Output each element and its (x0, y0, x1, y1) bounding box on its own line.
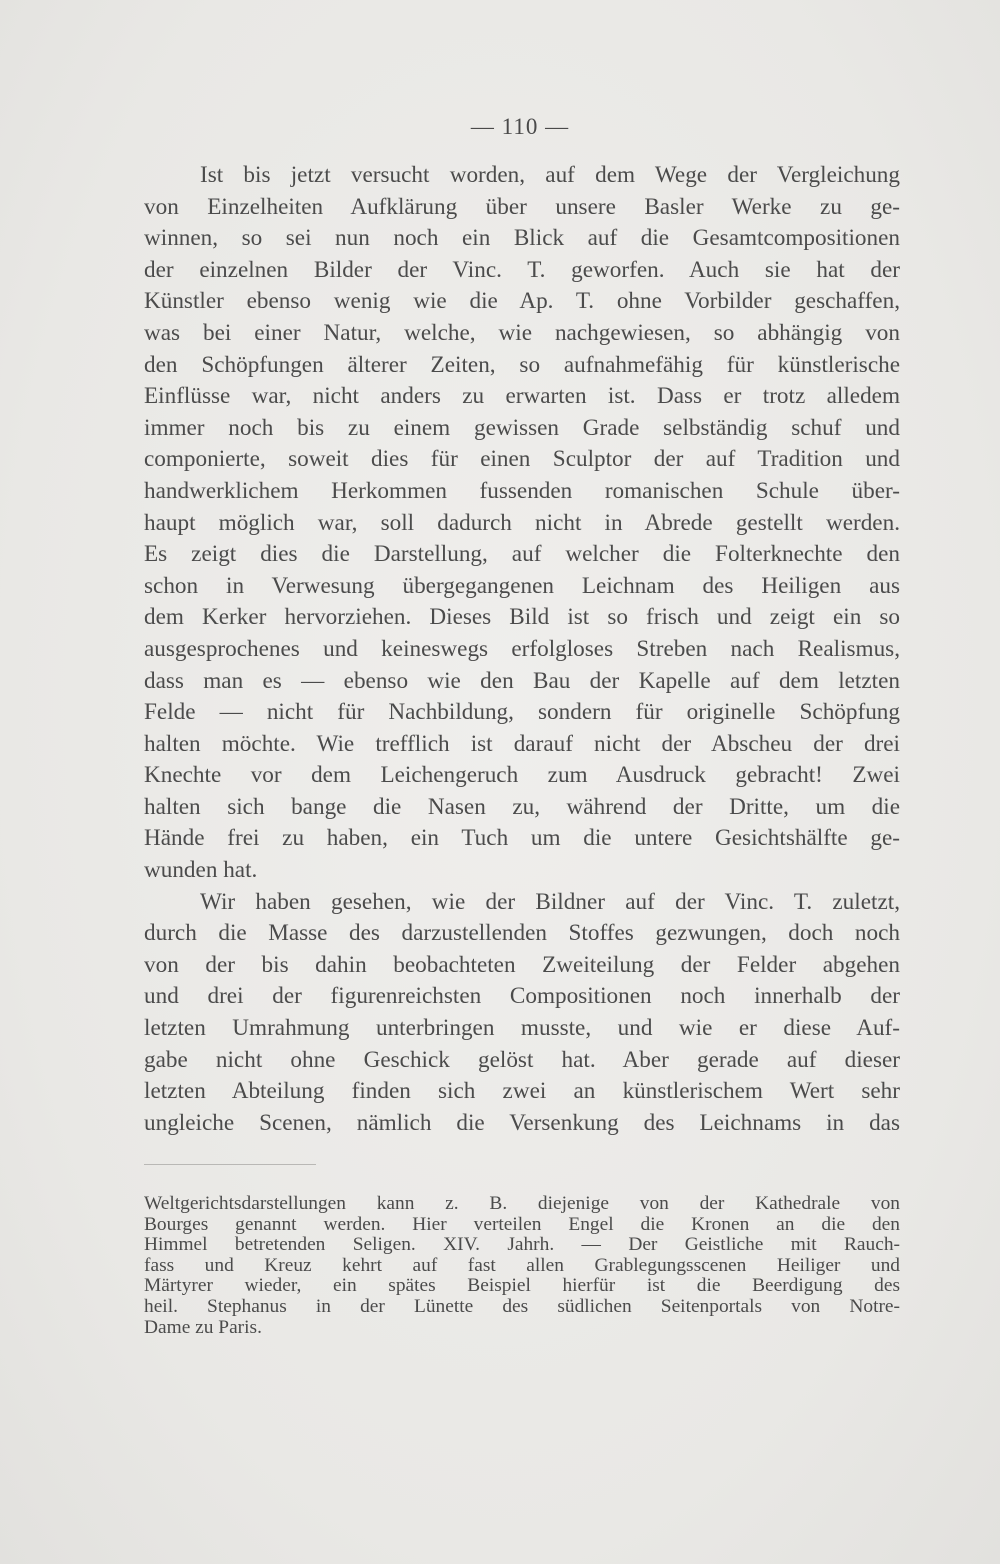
footnote-line: Märtyrer wieder, ein spätes Beispiel hierfür ist die Beerdigung des (144, 1275, 900, 1297)
footnote (144, 1194, 900, 1338)
text-line: Felde — nicht für Nachbildung, sondern für originelle Schöpfung (144, 699, 900, 726)
text-line: wunden hat. (144, 857, 258, 884)
text-line: ungleiche Scenen, nämlich die Versenkung des Leichnams in das (144, 1109, 900, 1136)
text-line: schon in Verwesung übergegangenen Leichnam des Heiligen aus (144, 572, 900, 599)
text-line: von Einzelheiten Aufklärung über unsere Basler Werke zu ge- (144, 193, 900, 220)
text-line: Knechte vor dem Leichengeruch zum Ausdruck gebracht! Zwei (144, 762, 900, 789)
text-line: den Schöpfungen älterer Zeiten, so aufnahmefähig für künstlerische (144, 351, 900, 378)
footnote-line: Weltgerichtsdarstellungen kann z. B. diejenige von der Kathedrale von (144, 1193, 900, 1214)
text-line: dass man es — ebenso wie den Bau der Kapelle auf dem letzten (144, 667, 900, 694)
text-line: Hände frei zu haben, ein Tuch um die untere Gesichtshälfte ge- (144, 825, 900, 852)
footnote-line: Himmel betretenden Seligen. XIV. Jahrh. — Der Geistliche mit Rauch- (144, 1234, 900, 1256)
text-line: gabe nicht ohne Geschick gelöst hat. Aber gerade auf dieser (144, 1046, 900, 1073)
text-line: handwerklichem Herkommen fussenden romanischen Schule über- (144, 477, 900, 504)
text-line: Künstler ebenso wenig wie die Ap. T. ohne Vorbilder geschaffen, (144, 288, 900, 315)
text-line: was bei einer Natur, welche, wie nachgewiesen, so abhängig von (144, 319, 900, 346)
text-line: letzten Umrahmung unterbringen musste, und wie er diese Auf- (144, 1015, 900, 1042)
footnote-line: Dame zu Paris. (144, 1316, 262, 1338)
text-line: halten möchte. Wie trefflich ist darauf nicht der Abscheu der drei (144, 730, 900, 757)
footnote-line: fass und Kreuz kehrt auf fast allen Grablegungsscenen Heiliger und (144, 1254, 900, 1276)
text-line: Es zeigt dies die Darstellung, auf welcher die Folterknechte den (144, 541, 900, 568)
text-line: der einzelnen Bilder der Vinc. T. geworfen. Auch sie hat der (144, 256, 900, 283)
text-line: immer noch bis zu einem gewissen Grade selbständig schuf und (144, 414, 900, 441)
text-line: dem Kerker hervorziehen. Dieses Bild ist so frisch und zeigt ein so (144, 604, 900, 631)
body-text (144, 160, 900, 1139)
text-line: und drei der figurenreichsten Compositionen noch innerhalb der (144, 983, 900, 1010)
footnote-line: Bourges genannt werden. Hier verteilen Engel die Kronen an die den (144, 1213, 900, 1235)
text-line: durch die Masse des darzustellenden Stoffes gezwungen, doch noch (144, 920, 900, 947)
page-number: — 110 — (470, 114, 570, 139)
text-line: Einflüsse war, nicht anders zu erwarten ist. Dass er trotz alledem (144, 383, 900, 410)
footnote-divider (144, 1164, 316, 1165)
text-line: von der bis dahin beobachteten Zweiteilung der Felder abgehen (144, 951, 900, 978)
text-line: winnen, so sei nun noch ein Blick auf die Gesamtcompositionen (144, 225, 900, 252)
text-line: haupt möglich war, soll dadurch nicht in Abrede gestellt werden. (144, 509, 900, 536)
text-line: Wir haben gesehen, wie der Bildner auf der Vinc. T. zuletzt, (200, 888, 900, 915)
footnote-line: heil. Stephanus in der Lünette des südlichen Seitenportals von Notre- (144, 1295, 900, 1317)
text-line: halten sich bange die Nasen zu, während der Dritte, um die (144, 793, 900, 820)
text-line: componierte, soweit dies für einen Sculptor der auf Tradition und (144, 446, 900, 473)
text-line: letzten Abteilung finden sich zwei an künstlerischem Wert sehr (144, 1078, 900, 1105)
text-line: ausgesprochenes und keineswegs erfolgloses Streben nach Realismus, (144, 635, 900, 662)
text-line: Ist bis jetzt versucht worden, auf dem Wege der Vergleichung (200, 162, 900, 188)
